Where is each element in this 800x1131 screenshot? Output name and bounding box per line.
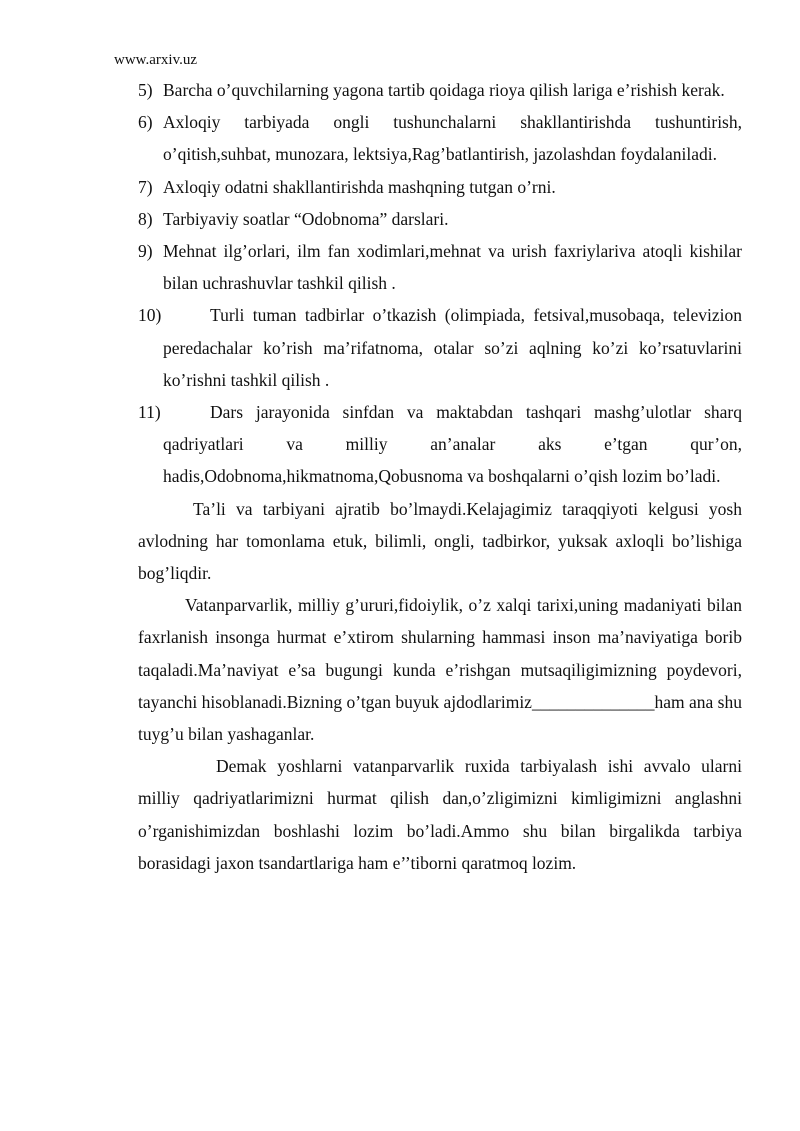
list-item [138,396,742,493]
list-text: Axloqiy odatni shakllantirishda mashqning tutgan o’rni. [163,176,556,197]
list-item [138,106,742,170]
list-number: 7) [138,176,153,197]
list-number: 11) [138,402,161,423]
list-item [138,299,742,396]
list-number: 9) [138,241,153,262]
site-url[interactable]: www.arxiv.uz [114,52,198,68]
list-text: Mehnat ilg’orlari, ilm fan xodimlari,mehnat va urish faxriylariva atoqli kishilar bilan uchrashuvlar tashkil qilish . [163,241,742,294]
list-text: Dars jarayonida sinfdan va maktabdan tashqari mashg’ulotlar sharq qadriyatlari va milliy an’analar aks e’tgan qur’on, hadis,Odobnoma,hikmatnoma,Qobusnoma va boshqalarni o’qish lozim bo’ladi. [163,402,742,487]
list-text: Tarbiyaviy soatlar “Odobnoma” darslari. [163,208,449,229]
list-item [138,203,742,235]
list-item [138,235,742,299]
list-item [138,74,742,106]
list-text: Axloqiy tarbiyada ongli tushunchalarni shakllantirishda tushuntirish, o’qitish,suhbat, munozara, lektsiya,Rag’batlantirish, jazolashdan foydalaniladi. [163,112,742,165]
paragraph: Ta’li va tarbiyani ajratib bo’lmaydi.Kelajagimiz taraqqiyoti kelgusi yosh avlodning har tomonlama etuk, bilimli, ongli, tadbirkor, yuksak axloqli bo’lishiga bog’liqdir. [138,498,742,584]
list-number: 10) [138,305,162,326]
list-number: 8) [138,208,153,229]
list-text: Barcha o’quvchilarning yagona tartib qoidaga rioya qilish lariga e’rishish kerak. [163,80,725,100]
page-body [138,74,742,879]
paragraph: Vatanparvarlik, milliy g’ururi,fidoiylik, o’z xalqi tarixi,uning madaniyati bilan faxrlanish insonga hurmat e’xtirom shularning hammasi inson ma’naviyatiga borib taqaladi.Ma’naviyat e’sa bugungi kunda e’rishgan mutsaqiligimizning poydevori, tayanchi hisoblanadi.Bizning o’tgan buyuk ajdodlarimiz______________ham ana shu tuyg’u bilan yashaganlar. [138,595,742,745]
list-number: 6) [138,112,153,133]
list-number: 5) [138,80,153,100]
list-text: Turli tuman tadbirlar o’tkazish (olimpiada, fetsival,musobaqa, televizion peredachalar ko’rish ma’rifatnoma, otalar so’zi aqlning ko’zi ko’rsatuvlarini ko’rishni tashkil qilish . [163,305,742,390]
list-item [138,171,742,203]
paragraph: Demak yoshlarni vatanparvarlik ruxida tarbiyalash ishi avvalo ularni milliy qadriyatlarimizni hurmat qilish dan,o’zligimizni kimligimizni anglashni o’rganishimizdan boshlashi lozim bo’ladi.Ammo shu bilan birgalikda tarbiya borasidagi jaxon tsandartlariga ham e’’tiborni qaratmoq lozim. [138,756,742,873]
